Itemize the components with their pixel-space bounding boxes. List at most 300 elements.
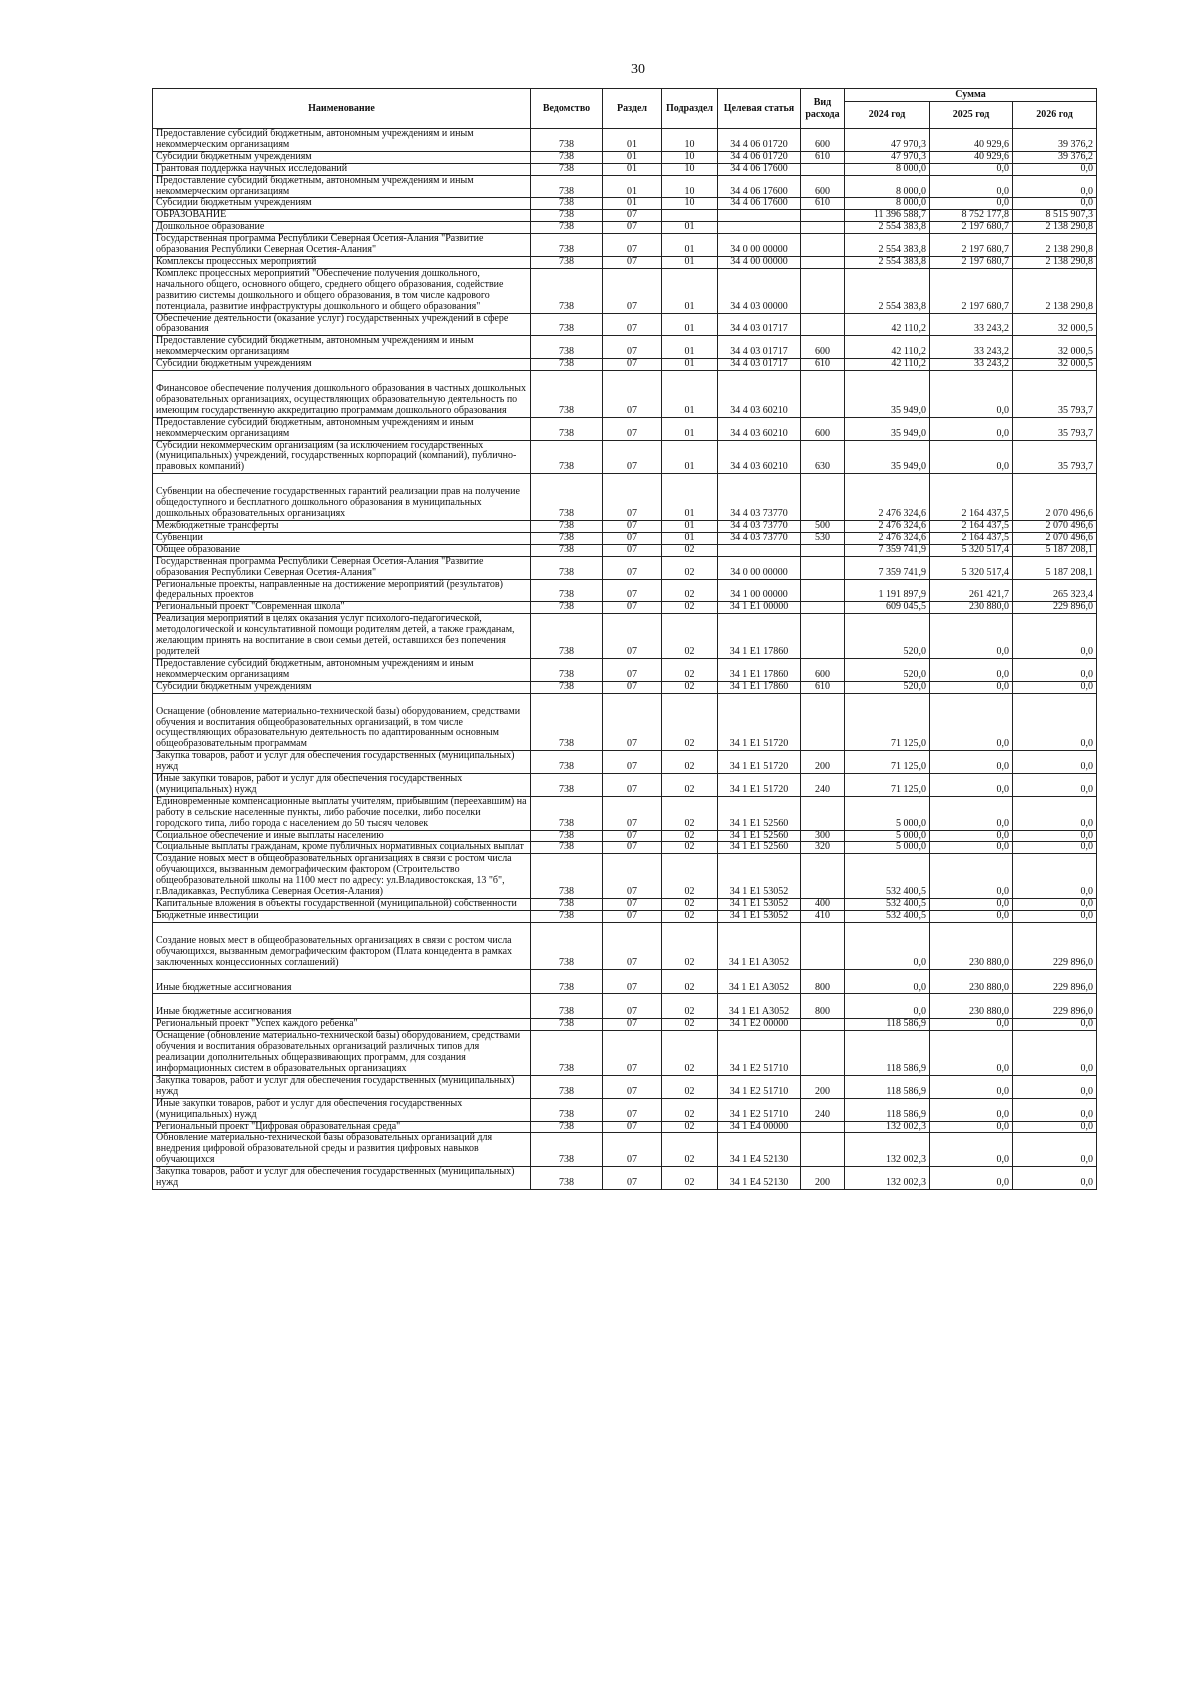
row-subsection: 02	[662, 1075, 718, 1098]
row-subsection: 01	[662, 417, 718, 440]
table-row	[153, 1075, 1097, 1098]
row-name: Иные закупки товаров, работ и услуг для обеспечения государственных (муниципальных) нужд	[153, 1098, 531, 1121]
row-agency: 738	[531, 796, 603, 830]
row-expense-type	[801, 693, 845, 751]
row-target: 34 4 03 73770	[718, 474, 801, 521]
row-section: 01	[603, 198, 662, 210]
row-target: 34 1 E1 A3052	[718, 994, 801, 1019]
table-row	[153, 751, 1097, 774]
row-amount-2025: 0,0	[930, 198, 1013, 210]
row-amount-2025: 0,0	[930, 842, 1013, 854]
row-amount-2026: 0,0	[1013, 899, 1097, 911]
row-name: Региональный проект "Успех каждого ребенка"	[153, 1019, 531, 1031]
row-section: 07	[603, 440, 662, 474]
table-body	[153, 129, 1097, 1190]
row-subsection: 02	[662, 910, 718, 922]
row-amount-2026: 2 138 290,8	[1013, 222, 1097, 234]
row-expense-type: 610	[801, 198, 845, 210]
row-subsection: 02	[662, 556, 718, 579]
row-amount-2024: 532 400,5	[845, 899, 930, 911]
row-subsection: 02	[662, 1167, 718, 1190]
row-name: Грантовая поддержка научных исследований	[153, 163, 531, 175]
row-agency: 738	[531, 163, 603, 175]
row-section: 07	[603, 1098, 662, 1121]
row-amount-2024: 1 191 897,9	[845, 579, 930, 602]
row-amount-2024: 71 125,0	[845, 693, 930, 751]
row-section: 07	[603, 521, 662, 533]
row-agency: 738	[531, 614, 603, 659]
row-amount-2024: 11 396 588,7	[845, 210, 930, 222]
table-row	[153, 163, 1097, 175]
row-amount-2025: 0,0	[930, 854, 1013, 899]
row-amount-2026: 0,0	[1013, 175, 1097, 198]
row-amount-2025: 2 197 680,7	[930, 222, 1013, 234]
row-amount-2026: 0,0	[1013, 681, 1097, 693]
row-section: 07	[603, 234, 662, 257]
row-section: 01	[603, 129, 662, 152]
row-amount-2026: 0,0	[1013, 614, 1097, 659]
row-name: Предоставление субсидий бюджетным, автономным учреждениям и иным некоммерческим организациям	[153, 175, 531, 198]
row-name: Социальное обеспечение и иные выплаты населению	[153, 830, 531, 842]
row-target: 34 4 03 73770	[718, 532, 801, 544]
row-amount-2024: 2 476 324,6	[845, 521, 930, 533]
row-section: 07	[603, 222, 662, 234]
row-name: Предоставление субсидий бюджетным, автономным учреждениям и иным некоммерческим организациям	[153, 417, 531, 440]
row-agency: 738	[531, 922, 603, 969]
row-amount-2024: 71 125,0	[845, 774, 930, 797]
row-amount-2025: 0,0	[930, 440, 1013, 474]
row-expense-type: 610	[801, 359, 845, 371]
row-target: 34 1 E1 51720	[718, 693, 801, 751]
row-target: 34 0 00 00000	[718, 234, 801, 257]
row-expense-type	[801, 256, 845, 268]
row-agency: 738	[531, 830, 603, 842]
row-target: 34 1 E1 52560	[718, 796, 801, 830]
row-target: 34 1 E1 00000	[718, 602, 801, 614]
table-row	[153, 774, 1097, 797]
row-subsection: 01	[662, 521, 718, 533]
row-target: 34 1 E2 51710	[718, 1098, 801, 1121]
row-amount-2024: 532 400,5	[845, 910, 930, 922]
row-section: 01	[603, 151, 662, 163]
row-amount-2025: 33 243,2	[930, 359, 1013, 371]
row-agency: 738	[531, 1133, 603, 1167]
row-target: 34 1 00 00000	[718, 579, 801, 602]
row-section: 07	[603, 1167, 662, 1190]
row-section: 07	[603, 336, 662, 359]
row-section: 07	[603, 556, 662, 579]
row-name: Региональный проект "Современная школа"	[153, 602, 531, 614]
row-target: 34 4 06 17600	[718, 163, 801, 175]
row-section: 07	[603, 210, 662, 222]
row-name: Оснащение (обновление материально-технической базы) оборудованием, средствами обучения и воспитания общеобразовательных организаций, в том числе осуществляющих образовательную деятельность по адаптированным основным общеобразовательным программам	[153, 693, 531, 751]
row-agency: 738	[531, 774, 603, 797]
table-row	[153, 681, 1097, 693]
table-row	[153, 556, 1097, 579]
row-target: 34 4 06 17600	[718, 198, 801, 210]
row-subsection: 02	[662, 544, 718, 556]
row-subsection: 02	[662, 994, 718, 1019]
row-expense-type	[801, 1031, 845, 1076]
row-name: Реализация мероприятий в целях оказания услуг психолого-педагогической, методологической и консультативной помощи родителям детей, а также гражданам, желающим принять на воспитание в свои семьи детей, оставшихся без попечения родителей	[153, 614, 531, 659]
row-expense-type	[801, 313, 845, 336]
row-agency: 738	[531, 544, 603, 556]
row-amount-2026: 229 896,0	[1013, 994, 1097, 1019]
header-year-2025: 2025 год	[930, 102, 1013, 129]
row-section: 01	[603, 175, 662, 198]
row-agency: 738	[531, 359, 603, 371]
row-amount-2025: 33 243,2	[930, 313, 1013, 336]
row-subsection: 01	[662, 256, 718, 268]
row-amount-2025: 230 880,0	[930, 922, 1013, 969]
row-subsection: 01	[662, 268, 718, 313]
row-name: Иные закупки товаров, работ и услуг для обеспечения государственных (муниципальных) нужд	[153, 774, 531, 797]
row-amount-2026: 0,0	[1013, 751, 1097, 774]
table-row	[153, 1031, 1097, 1076]
table-row	[153, 842, 1097, 854]
row-amount-2025: 0,0	[930, 1121, 1013, 1133]
row-amount-2026: 39 376,2	[1013, 129, 1097, 152]
row-agency: 738	[531, 175, 603, 198]
table-row	[153, 1167, 1097, 1190]
row-section: 07	[603, 899, 662, 911]
row-amount-2025: 0,0	[930, 899, 1013, 911]
table-header	[153, 89, 1097, 129]
row-subsection: 02	[662, 1031, 718, 1076]
row-amount-2025: 0,0	[930, 774, 1013, 797]
row-amount-2024: 609 045,5	[845, 602, 930, 614]
row-amount-2026: 2 138 290,8	[1013, 234, 1097, 257]
row-subsection: 02	[662, 614, 718, 659]
row-name: Иные бюджетные ассигнования	[153, 994, 531, 1019]
row-agency: 738	[531, 440, 603, 474]
row-amount-2025: 0,0	[930, 1133, 1013, 1167]
row-subsection: 02	[662, 658, 718, 681]
row-amount-2026: 35 793,7	[1013, 440, 1097, 474]
table-row	[153, 417, 1097, 440]
row-target: 34 4 03 60210	[718, 371, 801, 418]
row-amount-2024: 2 476 324,6	[845, 474, 930, 521]
row-amount-2025: 0,0	[930, 1075, 1013, 1098]
row-amount-2025: 0,0	[930, 751, 1013, 774]
row-amount-2026: 8 515 907,3	[1013, 210, 1097, 222]
row-subsection: 01	[662, 313, 718, 336]
row-amount-2025: 230 880,0	[930, 969, 1013, 994]
table-row	[153, 614, 1097, 659]
row-amount-2024: 118 586,9	[845, 1075, 930, 1098]
table-row	[153, 899, 1097, 911]
row-agency: 738	[531, 336, 603, 359]
row-name: Субвенции	[153, 532, 531, 544]
row-subsection: 01	[662, 222, 718, 234]
row-amount-2026: 2 138 290,8	[1013, 268, 1097, 313]
row-amount-2026: 2 070 496,6	[1013, 521, 1097, 533]
row-section: 07	[603, 371, 662, 418]
row-target: 34 4 03 60210	[718, 440, 801, 474]
row-amount-2024: 2 476 324,6	[845, 532, 930, 544]
row-target: 34 1 E1 17860	[718, 658, 801, 681]
row-target: 34 1 E4 00000	[718, 1121, 801, 1133]
row-amount-2026: 0,0	[1013, 163, 1097, 175]
row-section: 07	[603, 910, 662, 922]
row-amount-2024: 5 000,0	[845, 796, 930, 830]
row-amount-2025: 5 320 517,4	[930, 544, 1013, 556]
row-agency: 738	[531, 532, 603, 544]
row-subsection: 01	[662, 532, 718, 544]
row-amount-2025: 0,0	[930, 417, 1013, 440]
row-amount-2024: 118 586,9	[845, 1019, 930, 1031]
row-amount-2024: 2 554 383,8	[845, 256, 930, 268]
row-expense-type	[801, 796, 845, 830]
table-row	[153, 544, 1097, 556]
row-expense-type: 200	[801, 1167, 845, 1190]
row-target: 34 1 E1 A3052	[718, 922, 801, 969]
row-amount-2026: 32 000,5	[1013, 313, 1097, 336]
row-amount-2026: 265 323,4	[1013, 579, 1097, 602]
row-subsection: 01	[662, 359, 718, 371]
row-amount-2025: 0,0	[930, 658, 1013, 681]
row-expense-type: 240	[801, 1098, 845, 1121]
table-row	[153, 602, 1097, 614]
row-subsection: 02	[662, 774, 718, 797]
row-amount-2024: 532 400,5	[845, 854, 930, 899]
row-amount-2026: 0,0	[1013, 198, 1097, 210]
row-amount-2024: 35 949,0	[845, 371, 930, 418]
row-section: 07	[603, 994, 662, 1019]
row-amount-2025: 0,0	[930, 830, 1013, 842]
row-expense-type: 300	[801, 830, 845, 842]
row-agency: 738	[531, 222, 603, 234]
row-agency: 738	[531, 751, 603, 774]
row-section: 07	[603, 256, 662, 268]
header-section: Раздел	[603, 89, 662, 129]
row-amount-2025: 2 164 437,5	[930, 521, 1013, 533]
table-row	[153, 371, 1097, 418]
row-expense-type	[801, 234, 845, 257]
row-amount-2026: 0,0	[1013, 830, 1097, 842]
row-amount-2025: 2 197 680,7	[930, 234, 1013, 257]
row-section: 07	[603, 774, 662, 797]
table-row	[153, 796, 1097, 830]
row-agency: 738	[531, 556, 603, 579]
row-amount-2026: 35 793,7	[1013, 417, 1097, 440]
row-amount-2024: 0,0	[845, 969, 930, 994]
row-agency: 738	[531, 129, 603, 152]
row-amount-2025: 0,0	[930, 614, 1013, 659]
row-name: Субсидии бюджетным учреждениям	[153, 681, 531, 693]
row-expense-type: 600	[801, 417, 845, 440]
row-subsection: 02	[662, 842, 718, 854]
row-amount-2026: 0,0	[1013, 1133, 1097, 1167]
row-subsection: 02	[662, 796, 718, 830]
row-expense-type	[801, 163, 845, 175]
row-expense-type	[801, 602, 845, 614]
row-agency: 738	[531, 313, 603, 336]
row-amount-2026: 0,0	[1013, 910, 1097, 922]
row-name: Иные бюджетные ассигнования	[153, 969, 531, 994]
row-agency: 738	[531, 602, 603, 614]
row-amount-2024: 8 000,0	[845, 198, 930, 210]
row-agency: 738	[531, 969, 603, 994]
row-amount-2026: 32 000,5	[1013, 336, 1097, 359]
row-target: 34 1 E1 A3052	[718, 969, 801, 994]
row-agency: 738	[531, 1167, 603, 1190]
row-amount-2024: 132 002,3	[845, 1167, 930, 1190]
row-expense-type	[801, 474, 845, 521]
row-amount-2024: 2 554 383,8	[845, 268, 930, 313]
row-target	[718, 222, 801, 234]
row-amount-2024: 42 110,2	[845, 359, 930, 371]
row-amount-2024: 5 000,0	[845, 842, 930, 854]
row-target: 34 1 E1 52560	[718, 830, 801, 842]
row-section: 07	[603, 602, 662, 614]
row-name: Закупка товаров, работ и услуг для обеспечения государственных (муниципальных) нужд	[153, 1075, 531, 1098]
table-row	[153, 234, 1097, 257]
row-section: 07	[603, 359, 662, 371]
row-expense-type	[801, 1133, 845, 1167]
row-name: Капитальные вложения в объекты государственной (муниципальной) собственности	[153, 899, 531, 911]
row-agency: 738	[531, 210, 603, 222]
row-amount-2026: 0,0	[1013, 658, 1097, 681]
row-expense-type	[801, 222, 845, 234]
row-expense-type: 610	[801, 151, 845, 163]
row-name: Обновление материально-технической базы образовательных организаций для внедрения цифровой образовательной среды и развития цифровых навыков обучающихся	[153, 1133, 531, 1167]
row-subsection: 02	[662, 1133, 718, 1167]
row-expense-type: 200	[801, 751, 845, 774]
row-name: Предоставление субсидий бюджетным, автономным учреждениям и иным некоммерческим организациям	[153, 658, 531, 681]
row-agency: 738	[531, 151, 603, 163]
row-amount-2026: 0,0	[1013, 1019, 1097, 1031]
row-agency: 738	[531, 994, 603, 1019]
table-row	[153, 129, 1097, 152]
row-target: 34 1 E2 00000	[718, 1019, 801, 1031]
row-amount-2026: 0,0	[1013, 1121, 1097, 1133]
row-subsection	[662, 210, 718, 222]
row-section: 07	[603, 474, 662, 521]
table-row	[153, 313, 1097, 336]
header-sum-group: Сумма	[845, 89, 1097, 102]
row-amount-2026: 0,0	[1013, 842, 1097, 854]
row-amount-2026: 32 000,5	[1013, 359, 1097, 371]
header-year-2024: 2024 год	[845, 102, 930, 129]
row-subsection: 10	[662, 175, 718, 198]
row-agency: 738	[531, 854, 603, 899]
table-row	[153, 693, 1097, 751]
row-amount-2024: 8 000,0	[845, 163, 930, 175]
row-name: Создание новых мест в общеобразовательных организациях в связи с ростом числа обучающихся, вызванным демографическим фактором (Строительство общеобразовательной школы на 1100 мест по адресу: ул.Владивостокская, 13 "б", г.Владикавказ, Республика Северная Осетия-Алания)	[153, 854, 531, 899]
row-expense-type: 410	[801, 910, 845, 922]
row-amount-2026: 0,0	[1013, 1167, 1097, 1190]
row-amount-2025: 2 197 680,7	[930, 256, 1013, 268]
row-target: 34 4 03 01717	[718, 336, 801, 359]
row-amount-2025: 0,0	[930, 175, 1013, 198]
row-amount-2026: 0,0	[1013, 854, 1097, 899]
table-row	[153, 532, 1097, 544]
row-expense-type	[801, 544, 845, 556]
row-subsection: 02	[662, 579, 718, 602]
row-name: Предоставление субсидий бюджетным, автономным учреждениям и иным некоммерческим организациям	[153, 336, 531, 359]
row-expense-type: 320	[801, 842, 845, 854]
row-subsection: 01	[662, 474, 718, 521]
row-expense-type	[801, 854, 845, 899]
row-amount-2024: 520,0	[845, 681, 930, 693]
row-amount-2025: 0,0	[930, 163, 1013, 175]
row-amount-2025: 8 752 177,8	[930, 210, 1013, 222]
row-name: Межбюджетные трансферты	[153, 521, 531, 533]
row-expense-type: 530	[801, 532, 845, 544]
row-amount-2025: 2 197 680,7	[930, 268, 1013, 313]
row-amount-2025: 230 880,0	[930, 602, 1013, 614]
row-subsection: 02	[662, 1098, 718, 1121]
row-subsection: 10	[662, 129, 718, 152]
page-number: 30	[631, 62, 645, 77]
row-target: 34 1 E1 17860	[718, 681, 801, 693]
row-target: 34 4 03 01717	[718, 313, 801, 336]
row-expense-type	[801, 1019, 845, 1031]
table-row	[153, 521, 1097, 533]
row-target: 34 1 E1 17860	[718, 614, 801, 659]
row-section: 07	[603, 417, 662, 440]
table-row	[153, 910, 1097, 922]
row-expense-type: 800	[801, 994, 845, 1019]
row-section: 07	[603, 614, 662, 659]
table-row	[153, 359, 1097, 371]
row-amount-2024: 7 359 741,9	[845, 556, 930, 579]
table-row	[153, 830, 1097, 842]
row-target: 34 1 E1 53052	[718, 899, 801, 911]
row-subsection: 02	[662, 830, 718, 842]
row-section: 07	[603, 796, 662, 830]
row-agency: 738	[531, 521, 603, 533]
row-target: 34 1 E2 51710	[718, 1031, 801, 1076]
row-section: 07	[603, 532, 662, 544]
row-amount-2025: 0,0	[930, 1167, 1013, 1190]
table-row	[153, 175, 1097, 198]
row-target: 34 4 06 17600	[718, 175, 801, 198]
row-name: Государственная программа Республики Северная Осетия-Алания "Развитие образования Республики Северная Осетия-Алания"	[153, 234, 531, 257]
row-name: Финансовое обеспечение получения дошкольного образования в частных дошкольных образовательных организациях, осуществляющих образовательную деятельность по имеющим государственную аккредитацию программам дошкольного образования	[153, 371, 531, 418]
row-section: 07	[603, 313, 662, 336]
row-name: Социальные выплаты гражданам, кроме публичных нормативных социальных выплат	[153, 842, 531, 854]
row-name: Региональный проект "Цифровая образовательная среда"	[153, 1121, 531, 1133]
row-amount-2024: 520,0	[845, 614, 930, 659]
row-name: Обеспечение деятельности (оказание услуг) государственных учреждений в сфере образования	[153, 313, 531, 336]
row-section: 07	[603, 830, 662, 842]
row-target	[718, 544, 801, 556]
row-section: 07	[603, 681, 662, 693]
table-row	[153, 268, 1097, 313]
row-amount-2024: 7 359 741,9	[845, 544, 930, 556]
row-expense-type: 500	[801, 521, 845, 533]
row-amount-2025: 5 320 517,4	[930, 556, 1013, 579]
row-expense-type	[801, 556, 845, 579]
row-subsection: 02	[662, 1019, 718, 1031]
row-name: Комплексы процессных мероприятий	[153, 256, 531, 268]
row-section: 07	[603, 658, 662, 681]
row-subsection: 02	[662, 899, 718, 911]
row-subsection: 02	[662, 1121, 718, 1133]
row-name: Субсидии бюджетным учреждениям	[153, 198, 531, 210]
header-subsection: Подраздел	[662, 89, 718, 129]
row-expense-type: 600	[801, 658, 845, 681]
row-agency: 738	[531, 198, 603, 210]
row-section: 07	[603, 854, 662, 899]
row-subsection: 01	[662, 234, 718, 257]
row-section: 07	[603, 544, 662, 556]
row-amount-2024: 2 554 383,8	[845, 222, 930, 234]
row-amount-2024: 132 002,3	[845, 1133, 930, 1167]
row-amount-2024: 35 949,0	[845, 440, 930, 474]
